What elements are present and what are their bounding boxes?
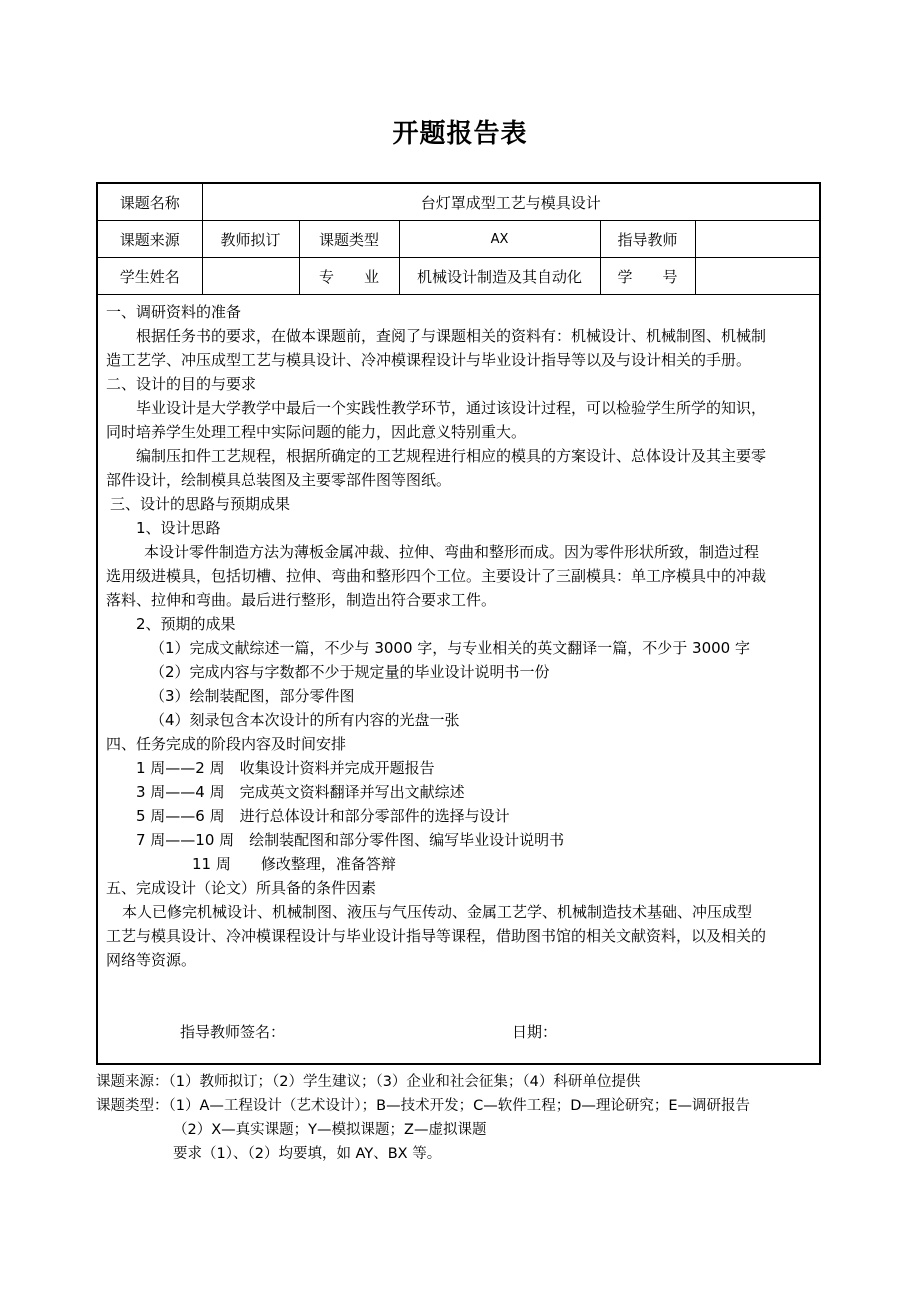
topic-name-value[interactable]: 台灯罩成型工艺与模具设计 (202, 184, 819, 221)
source-row (98, 221, 819, 258)
section-1-paragraph-line: 造工艺学、冲压成型工艺与模具设计、冷冲模课程设计与毕业设计指导等以及与设计相关的手册。 (106, 351, 752, 369)
section-3-paragraph-line: 选用级进模具，包括切槽、拉伸、弯曲和整形四个工位。主要设计了三副模具：单工序模具中的冲裁 (106, 567, 767, 585)
footnote-line: （2）X—真实课题；Y—模拟课题；Z—虚拟课题 (173, 1122, 487, 1138)
schedule-item: 7 周——10 周 绘制装配图和部分零件图、编写毕业设计说明书 (136, 831, 565, 849)
section-1-title: 一、调研资料的准备 (106, 303, 242, 321)
page-title: 开题报告表 (392, 119, 528, 149)
student-name-value[interactable] (202, 258, 299, 295)
student-name-label: 学生姓名 (98, 258, 202, 295)
major-label: 专 业 (299, 258, 399, 295)
report-form (96, 182, 821, 1065)
student-row (98, 258, 819, 295)
footnote-line: 要求（1）、（2）均要填，如 AY、BX 等。 (173, 1146, 442, 1162)
footnote-line: 课题类型：（1）A—工程设计（艺术设计）；B—技术开发；C—软件工程；D—理论研究；E—调研报告 (96, 1098, 751, 1114)
expected-result-item: （1）完成文献综述一篇，不少与 3000 字，与专业相关的英文翻译一篇，不少于 3000 字 (150, 639, 750, 657)
topic-source-value[interactable]: 教师拟订 (202, 221, 299, 258)
section-3-subtitle: 2、预期的成果 (136, 615, 236, 633)
section-1-paragraph-line: 根据任务书的要求，在做本课题前，查阅了与课题相关的资料有：机械设计、机械制图、机械制 (136, 327, 767, 345)
schedule-item: 3 周——4 周 完成英文资料翻译并写出文献综述 (136, 783, 465, 801)
section-5-paragraph-line: 本人已修完机械设计、机械制图、液压与气压传动、金属工艺学、机械制造技术基础、冲压成型 (122, 903, 753, 921)
topic-row (98, 184, 819, 221)
schedule-item: 11 周 修改整理，准备答辩 (192, 855, 396, 873)
topic-name-label: 课题名称 (98, 184, 202, 221)
expected-result-item: （3）绘制装配图，部分零件图 (150, 687, 355, 705)
expected-result-item: （4）刻录包含本次设计的所有内容的光盘一张 (150, 711, 460, 729)
section-5-title: 五、完成设计（论文）所具备的条件因素 (106, 879, 377, 897)
advisor-label: 指导教师 (600, 221, 695, 258)
section-3-title: 三、设计的思路与预期成果 (110, 495, 291, 513)
topic-type-label: 课题类型 (299, 221, 399, 258)
major-value[interactable]: 机械设计制造及其自动化 (399, 258, 600, 295)
schedule-item: 1 周——2 周 收集设计资料并完成开题报告 (136, 759, 435, 777)
header-table (98, 184, 819, 295)
expected-result-item: （2）完成内容与字数都不少于规定量的毕业设计说明书一份 (150, 663, 550, 681)
student-id-value[interactable] (695, 258, 819, 295)
section-2-title: 二、设计的目的与要求 (106, 375, 257, 393)
section-2-paragraph-line: 同时培养学生处理工程中实际问题的能力，因此意义特别重大。 (106, 423, 527, 441)
advisor-value[interactable] (695, 221, 819, 258)
section-2-paragraph-line: 毕业设计是大学教学中最后一个实践性教学环节，通过该设计过程，可以检验学生所学的知识， (136, 399, 767, 417)
schedule-item: 5 周——6 周 进行总体设计和部分零部件的选择与设计 (136, 807, 510, 825)
section-3-paragraph-line: 落料、拉伸和弯曲。最后进行整形，制造出符合要求工件。 (106, 591, 497, 609)
section-3-paragraph-line: 本设计零件制造方法为薄板金属冲裁、拉伸、弯曲和整形而成。因为零件形状所致，制造过程 (144, 543, 760, 561)
section-5-paragraph-line: 工艺与模具设计、冷冲模课程设计与毕业设计指导等课程，借助图书馆的相关文献资料，以及相关的 (106, 927, 767, 945)
footnote-line: 课题来源：（1）教师拟订；（2）学生建议；（3）企业和社会征集；（4）科研单位提供 (96, 1074, 641, 1090)
section-3-subtitle: 1、设计思路 (136, 519, 221, 537)
topic-type-value[interactable]: AX (399, 221, 600, 258)
section-5-paragraph-line: 网络等资源。 (106, 951, 197, 969)
date-label: 日期： (512, 1023, 558, 1041)
section-2-paragraph-line: 编制压扣件工艺规程，根据所确定的工艺规程进行相应的模具的方案设计、总体设计及其主要零 (136, 447, 767, 465)
student-id-label: 学 号 (600, 258, 695, 295)
topic-source-label: 课题来源 (98, 221, 202, 258)
section-4-title: 四、任务完成的阶段内容及时间安排 (106, 735, 347, 753)
section-2-paragraph-line: 部件设计，绘制模具总装图及主要零部件图等图纸。 (106, 471, 452, 489)
advisor-signature-label: 指导教师签名： (180, 1023, 286, 1041)
